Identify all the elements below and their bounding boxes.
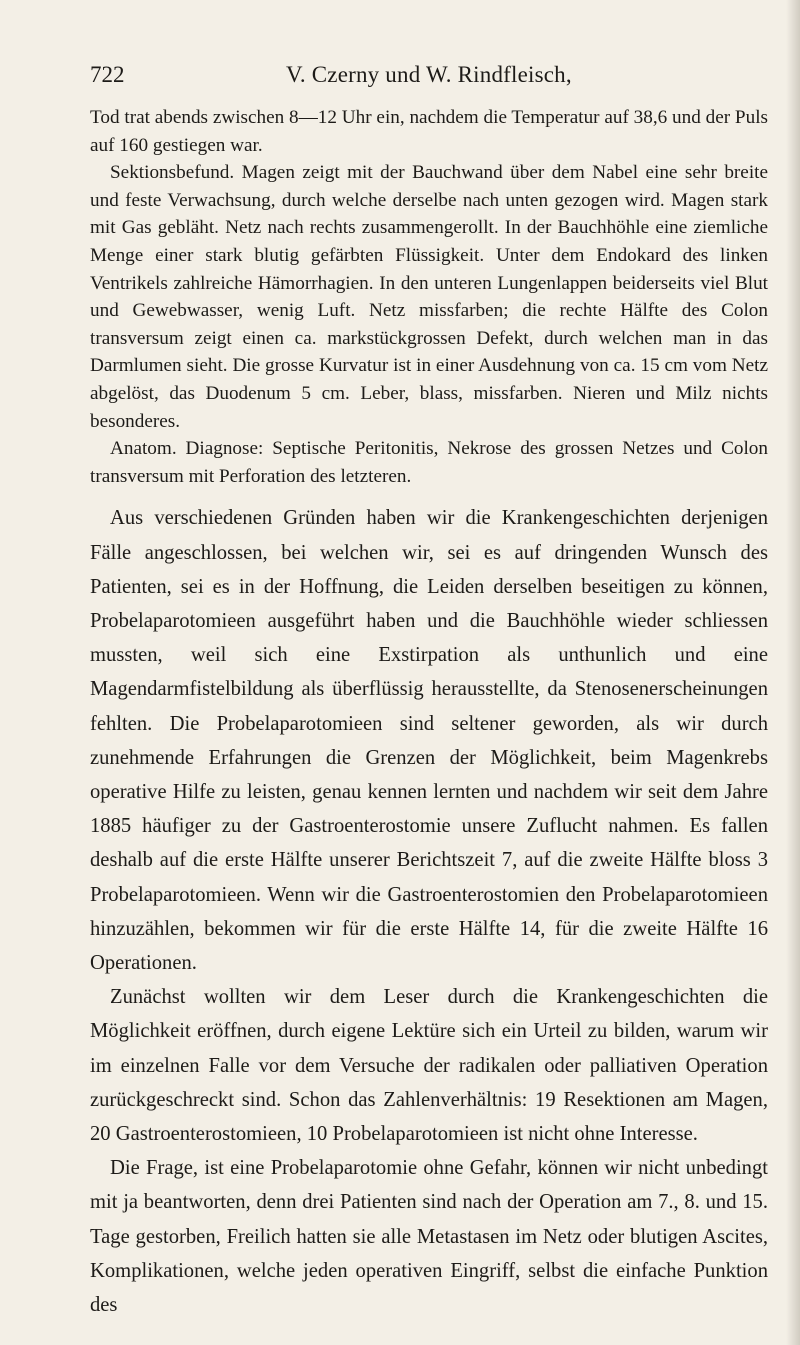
running-head <box>90 58 768 92</box>
body-paragraph: Die Frage, ist eine Probelaparotomie ohne Gefahr, können wir nicht unbedingt mit ja beantworten, denn drei Patienten sind nach der Operation am 7., 8. und 15. Tage gestorben, Freilich hatten sie alle Metastasen im Netz oder blutigen Ascites, Komplikationen, welche jeden operativen Eingriff, selbst die einfache Punktion des <box>90 1157 768 1316</box>
page-number: 722 <box>90 62 125 87</box>
case-report <box>90 104 768 490</box>
body-text <box>90 501 768 1322</box>
case-report-paragraph: Anatom. Diagnose: Septische Peritonitis, Nekrose des grossen Netzes und Colon transversum mit Perforation des letzteren. <box>90 438 768 487</box>
body-paragraph: Zunächst wollten wir dem Leser durch die Krankengeschichten die Möglichkeit eröffnen, durch eigene Lektüre sich ein Urteil zu bilden, warum wir im einzelnen Falle vor dem Versuche der radikalen oder palliativen Operation zurückgeschreckt sind. Schon das Zahlenverhältnis: 19 Resektionen am Magen, 20 Gastroenterostomieen, 10 Probelaparotomieen ist nicht ohne Interesse. <box>90 986 768 1145</box>
case-report-paragraph: Sektionsbefund. Magen zeigt mit der Bauchwand über dem Nabel eine sehr breite und feste Verwachsung, durch welche derselbe nach unten gezogen wird. Magen stark mit Gas gebläht. Netz nach rechts zusammengerollt. In der Bauchhöhle eine ziemliche Menge einer stark blutig gefärbten Flüssigkeit. Unter dem Endokard des linken Ventrikels zahlreiche Hämorrhagien. In den unteren Lungenlappen beiderseits viel Blut und Gewebwasser, wenig Luft. Netz missfarben; die rechte Hälfte des Colon transversum zeigt einen ca. markstückgrossen Defekt, durch welchen man in das Darmlumen sieht. Die grosse Kurvatur ist in einer Ausdehnung von ca. 15 cm vom Netz abgelöst, das Duodenum 5 cm. Leber, blass, missfarben. Nieren und Milz nichts besonderes. <box>90 162 768 432</box>
case-report-paragraph: Tod trat abends zwischen 8—12 Uhr ein, nachdem die Temperatur auf 38,6 und der Puls auf 160 gestiegen war. <box>90 107 768 156</box>
page-edge-shadow <box>786 0 800 1345</box>
running-title: V. Czerny und W. Rindfleisch, <box>286 62 572 87</box>
body-paragraph: Aus verschiedenen Gründen haben wir die Krankengeschichten derjenigen Fälle angeschlossen, bei welchen wir, sei es auf dringenden Wunsch des Patienten, sei es in der Hoffnung, die Leiden derselben beseitigen zu können, Probelaparotomieen ausgeführt haben und die Bauchhöhle wieder schliessen mussten, weil sich eine Exstirpation als unthunlich und eine Magendarmfistelbildung als überflüssig herausstellte, da Stenosenerscheinungen fehlten. Die Probelaparotomieen sind seltener geworden, als wir durch zunehmende Erfahrungen die Grenzen der Möglichkeit, beim Magenkrebs operative Hilfe zu leisten, genau kennen lernten und nachdem wir seit dem Jahre 1885 häufiger zu der Gastroenterostomie unsere Zuflucht nahmen. Es fallen deshalb auf die erste Hälfte unserer Berichtszeit 7, auf die zweite Hälfte bloss 3 Probelaparotomieen. Wenn wir die Gastroenterostomien den Probelaparotomieen hinzuzählen, bekommen wir für die erste Hälfte 14, für die zweite Hälfte 16 Operationen. <box>90 507 768 974</box>
